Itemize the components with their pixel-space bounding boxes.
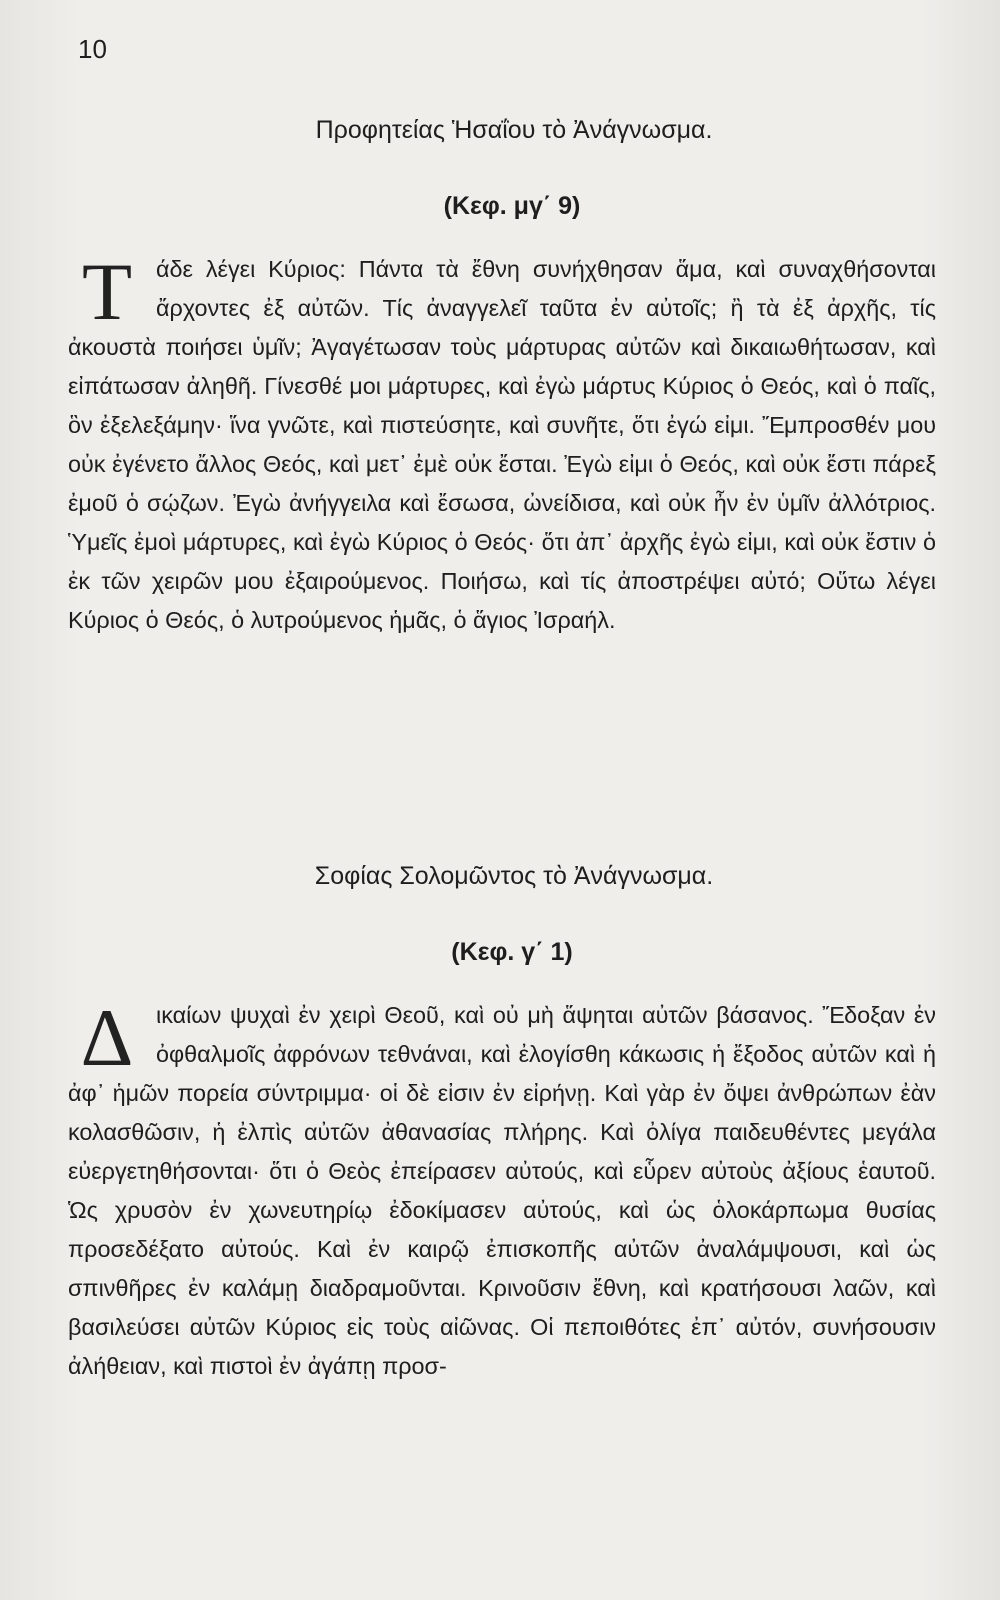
reading-heading: Προφητείας Ἡσαΐου τὸ Ἀνάγνωσμα. [315,116,713,144]
reading-body: ικαίων ψυχαὶ ἐν χειρὶ Θεοῦ, καὶ οὐ μὴ ἅψηται αὐτῶν βάσανος. Ἔδοξαν ἐν ὀφθαλμοῖς ἀφρόνων τεθνάναι, καὶ ἐλογίσθη κάκωσις ἡ ἔξοδος αὐτῶν καὶ ἡ ἀφ᾽ ἡμῶν πορεία σύντριμμα· οἱ δὲ εἰσιν ἐν εἰρήνῃ. Καὶ γὰρ ἐν ὄψει ἀνθρώπων ἐὰν κολασθῶσιν, ἡ ἐλπὶς αὐτῶν ἀθανασίας πλήρης. Καὶ ὀλίγα παιδευθέντες μεγάλα εὐεργετηθήσονται· ὅτι ὁ Θεὸς ἐπείρασεν αὐτούς, καὶ εὗρεν αὐτοὺς ἀξίους ἑαυτοῦ. Ὡς χρυσὸν ἐν χωνευτηρίῳ ἐδοκίμασεν αὐτούς, καὶ ὡς ὁλοκάρπωμα θυσίας προσεδέξατο αὐτούς. Καὶ ἐν καιρῷ ἐπισκοπῆς αὐτῶν ἀναλάμψουσι, καὶ ὡς σπινθῆρες ἐν καλάμῃ διαδραμοῦνται. Κρινοῦσιν ἔθνη, καὶ κρατήσουσι λαῶν, καὶ βασιλεύσει αὐτῶν Κύριος εἰς τοὺς αἰῶνας. Οἱ πεποιθότες ἐπ᾽ αὐτόν, συνήσουσιν ἀλήθειαν, καὶ πιστοὶ ἐν ἀγάπῃ προσ- [68,1002,936,1379]
reading-heading: Σοφίας Σολομῶντος τὸ Ἀνάγνωσμα. [314,862,714,890]
reading-text [68,992,936,1386]
reading-text [68,246,936,640]
drop-cap: Τ [81,246,133,337]
drop-cap: Δ [80,992,134,1083]
reading-body: άδε λέγει Κύριος: Πάντα τὰ ἔθνη συνήχθησαν ἅμα, καὶ συναχθήσονται ἄρχοντες ἐξ αὐτῶν. Τίς ἀναγγελεῖ ταῦτα ἐν αὐτοῖς; ἢ τὰ ἐξ ἀρχῆς, τίς ἀκουστὰ ποιήσει ὑμῖν; Ἀγαγέτωσαν τοὺς μάρτυρας αὐτῶν καὶ δικαιωθήτωσαν, καὶ εἰπάτωσαν ἀληθῆ. Γίνεσθέ μοι μάρτυρες, καὶ ἐγὼ μάρτυς Κύριος ὁ Θεός, καὶ ὁ παῖς, ὃν ἐξελεξάμην· ἵνα γνῶτε, καὶ πιστεύσητε, καὶ συνῆτε, ὅτι ἐγώ εἰμι. Ἔμπροσθέν μου οὐκ ἐγένετο ἄλλος Θεός, καὶ μετ᾽ ἐμὲ οὐκ ἔσται. Ἐγὼ εἰμι ὁ Θεός, καὶ οὐκ ἔστι πάρεξ ἐμοῦ ὁ σῴζων. Ἐγὼ ἀνήγγειλα καὶ ἔσωσα, ὠνείδισα, καὶ οὐκ ἦν ἐν ὑμῖν ἀλλότριος. Ὑμεῖς ἐμοὶ μάρτυρες, καὶ ἐγὼ Κύριος ὁ Θεός· ὅτι ἀπ᾽ ἀρχῆς ἐγὼ εἰμι, καὶ οὐκ ἔστιν ὁ ἐκ τῶν χειρῶν μου ἐξαιρούμενος. Ποιήσω, καὶ τίς ἀποστρέψει αὐτό; Οὕτω λέγει Κύριος ὁ Θεός, ὁ λυτρούμενος ἡμᾶς, ὁ ἅγιος Ἰσραήλ. [68,256,936,633]
reading-isaiah [68,112,936,640]
page-number: 10 [78,34,107,64]
chapter-reference: (Κεφ. γ΄ 1) [451,938,573,966]
chapter-reference: (Κεφ. μγ΄ 9) [443,192,581,220]
reading-wisdom-of-solomon [68,858,936,1386]
